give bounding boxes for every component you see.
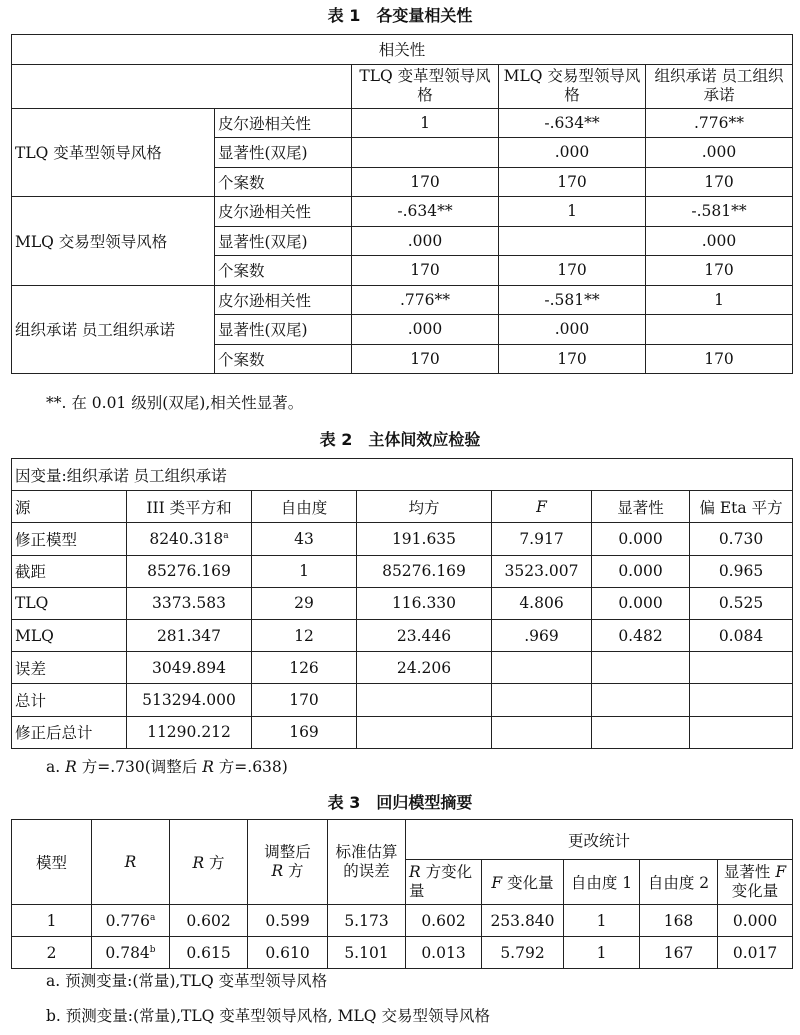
- table2-caption: [0, 430, 800, 450]
- table1-cell: 170: [499, 256, 646, 286]
- table2-source: 修正后总计: [12, 716, 127, 748]
- table3-header-f-change: [482, 860, 564, 905]
- table1-caption-number: 表 1: [327, 6, 361, 25]
- table1-col-header: MLQ 交易型领导风格: [499, 64, 646, 108]
- table1-cell: 1: [646, 285, 793, 315]
- table3-se: 5.173: [328, 905, 406, 937]
- table2-sig: [592, 684, 690, 716]
- table-row: [12, 197, 793, 227]
- table3-r: [92, 905, 170, 937]
- footnote-marker: b: [149, 944, 156, 955]
- table3-header-sig-end: 变化量: [731, 882, 779, 900]
- table1-row-variable: TLQ 变革型领导风格: [12, 108, 215, 197]
- table1-stat-label: 个案数: [215, 344, 352, 374]
- table3-header-r2-change: [406, 860, 482, 905]
- table2-caption-number: 表 2: [319, 430, 353, 449]
- table3-header-adjusted-r2: [248, 820, 328, 905]
- r-symbol: R: [65, 758, 77, 776]
- table3-se: 5.101: [328, 937, 406, 969]
- table3-f-change: 253.840: [482, 905, 564, 937]
- table2-ms: 116.330: [357, 587, 492, 619]
- table2-footnote-end: 方=.638): [213, 758, 288, 776]
- table-row: [12, 937, 793, 969]
- table2-caption-text: 主体间效应检验: [368, 430, 481, 449]
- table3-r2-change: 0.602: [406, 905, 482, 937]
- table2-f: [492, 652, 592, 684]
- table2-df: 29: [252, 587, 357, 619]
- table2-footnote-prefix: a.: [46, 758, 61, 776]
- table-row: [12, 652, 793, 684]
- table-row: [12, 905, 793, 937]
- table-row: [12, 555, 793, 587]
- table3-r: [92, 937, 170, 969]
- table2-source: 截距: [12, 555, 127, 587]
- table1-cell: 1: [352, 108, 499, 138]
- table2-f: [492, 716, 592, 748]
- table1-cell: [352, 138, 499, 168]
- table2-sig: [592, 716, 690, 748]
- table1-cell: 170: [499, 167, 646, 197]
- r-symbol: R: [124, 853, 137, 871]
- table2-eta: 0.965: [690, 555, 793, 587]
- table2-eta: [690, 716, 793, 748]
- table3-adj-r2: 0.599: [248, 905, 328, 937]
- correlation-table: [11, 34, 793, 374]
- table1-cell: 170: [646, 167, 793, 197]
- table2-ss: 3049.894: [127, 652, 252, 684]
- table2-ss: 513294.000: [127, 684, 252, 716]
- table3-sig-f-change: 0.017: [718, 937, 793, 969]
- table3-header-r2-change-text: 方变化量: [409, 863, 473, 900]
- table2-df: 169: [252, 716, 357, 748]
- table1-cell: .000: [352, 226, 499, 256]
- table2-source: MLQ: [12, 619, 127, 651]
- table2-eta: [690, 684, 793, 716]
- table1-cell: .000: [499, 138, 646, 168]
- table2-sig: 0.000: [592, 587, 690, 619]
- table1-cell: -.634**: [352, 197, 499, 227]
- table-row: [12, 716, 793, 748]
- footnote-marker: a: [150, 912, 156, 923]
- table1-col-header: 组织承诺 员工组织承诺: [646, 64, 793, 108]
- table2-ms: [357, 684, 492, 716]
- table2-ss-value: 8240.318: [149, 529, 224, 548]
- table3-header-r2-text: 方: [204, 854, 225, 872]
- dependent-variable-label: 因变量:组织承诺 员工组织承诺: [12, 459, 793, 491]
- table3-df2: 168: [640, 905, 718, 937]
- table-row: [12, 285, 793, 315]
- table2-ms: 191.635: [357, 523, 492, 555]
- regression-summary-table: [11, 819, 793, 969]
- table2-col-header: III 类平方和: [127, 491, 252, 523]
- table2-source: TLQ: [12, 587, 127, 619]
- table1-cell: 170: [352, 167, 499, 197]
- table2-source: 误差: [12, 652, 127, 684]
- table1-cell: 170: [499, 344, 646, 374]
- table1-header-blank: [12, 64, 352, 108]
- table2-df: 126: [252, 652, 357, 684]
- table1-stat-label: 个案数: [215, 256, 352, 286]
- table2-sig: 0.000: [592, 523, 690, 555]
- table1-stat-label: 皮尔逊相关性: [215, 197, 352, 227]
- table1-cell: 170: [352, 256, 499, 286]
- table2-ss: 85276.169: [127, 555, 252, 587]
- table3-sig-f-change: 0.000: [718, 905, 793, 937]
- table2-col-header: 偏 Eta 平方: [690, 491, 793, 523]
- table2-sig: [592, 652, 690, 684]
- table1-cell: .776**: [646, 108, 793, 138]
- table1-cell: -.581**: [646, 197, 793, 227]
- table3-caption: [0, 793, 800, 813]
- table3-f-change: 5.792: [482, 937, 564, 969]
- table-row: [12, 619, 793, 651]
- table3-header-adj-top: 调整后: [264, 843, 311, 861]
- table3-df1: 1: [564, 937, 640, 969]
- table2-eta: 0.084: [690, 619, 793, 651]
- table1-row-variable: 组织承诺 员工组织承诺: [12, 285, 215, 374]
- r-symbol: R: [409, 863, 421, 881]
- table3-df1: 1: [564, 905, 640, 937]
- table3-caption-text: 回归模型摘要: [376, 793, 473, 812]
- table2-f: 7.917: [492, 523, 592, 555]
- table2-col-header: 自由度: [252, 491, 357, 523]
- table1-stat-label: 个案数: [215, 167, 352, 197]
- r-symbol: R: [271, 862, 284, 880]
- table2-ss: 281.347: [127, 619, 252, 651]
- table3-header-change-stats: 更改统计: [406, 820, 793, 860]
- table2-col-header: 均方: [357, 491, 492, 523]
- table2-source: 修正模型: [12, 523, 127, 555]
- table2-ss: [127, 523, 252, 555]
- table2-df: 170: [252, 684, 357, 716]
- table1-cell: 170: [352, 344, 499, 374]
- table3-r2: 0.615: [170, 937, 248, 969]
- table1-stat-label: 显著性(双尾): [215, 226, 352, 256]
- table2-ms: [357, 716, 492, 748]
- table1-row-variable: MLQ 交易型领导风格: [12, 197, 215, 286]
- table1-cell: .776**: [352, 285, 499, 315]
- table-row: [12, 684, 793, 716]
- table2-sig: 0.000: [592, 555, 690, 587]
- f-symbol: F: [536, 497, 547, 516]
- f-symbol: F: [491, 874, 503, 892]
- table1-cell: .000: [499, 315, 646, 345]
- table2-ms: 23.446: [357, 619, 492, 651]
- table1-stat-label: 显著性(双尾): [215, 315, 352, 345]
- r-symbol: R: [202, 758, 214, 776]
- table3-r-value: 0.784: [105, 943, 150, 962]
- table3-header-se: 标准估算的误差: [328, 820, 406, 905]
- table3-header-f-change-text: 变化量: [502, 874, 554, 892]
- table3-r2: 0.602: [170, 905, 248, 937]
- table1-caption: [0, 6, 800, 26]
- table1-cell: .000: [646, 138, 793, 168]
- r-symbol: R: [192, 854, 205, 872]
- table1-cell: [646, 315, 793, 345]
- table2-col-header: [492, 491, 592, 523]
- table2-ms: 24.206: [357, 652, 492, 684]
- table1-group-header: 相关性: [12, 35, 793, 65]
- table2-footnote: [46, 757, 288, 777]
- table3-model: 1: [12, 905, 92, 937]
- table1-cell: -.634**: [499, 108, 646, 138]
- table2-ss: 3373.583: [127, 587, 252, 619]
- between-subjects-effects-table: [11, 458, 793, 749]
- table2-ms: 85276.169: [357, 555, 492, 587]
- table2-f: .969: [492, 619, 592, 651]
- table2-df: 43: [252, 523, 357, 555]
- table2-f: 4.806: [492, 587, 592, 619]
- table1-cell: 170: [646, 344, 793, 374]
- table2-eta: [690, 652, 793, 684]
- table-row: [12, 523, 793, 555]
- table3-r-value: 0.776: [105, 911, 150, 930]
- table3-header-sig-f-change: [718, 860, 793, 905]
- table1-stat-label: 皮尔逊相关性: [215, 108, 352, 138]
- table1-col-header: TLQ 变革型领导风格: [352, 64, 499, 108]
- table3-header-r2: [170, 820, 248, 905]
- footnote-marker: a: [223, 530, 229, 541]
- table3-r2-change: 0.013: [406, 937, 482, 969]
- table2-df: 1: [252, 555, 357, 587]
- table2-eta: 0.730: [690, 523, 793, 555]
- table3-df2: 167: [640, 937, 718, 969]
- table3-footnote-b: b. 预测变量:(常量),TLQ 变革型领导风格, MLQ 交易型领导风格: [46, 1007, 490, 1025]
- table2-sig: 0.482: [592, 619, 690, 651]
- table1-stat-label: 皮尔逊相关性: [215, 285, 352, 315]
- table2-source: 总计: [12, 684, 127, 716]
- table2-footnote-mid: 方=.730(调整后: [76, 758, 203, 776]
- table3-footnote-a: a. 预测变量:(常量),TLQ 变革型领导风格: [46, 972, 328, 990]
- table1-caption-text: 各变量相关性: [376, 6, 473, 25]
- table1-cell: 1: [499, 197, 646, 227]
- table3-header-model: 模型: [12, 820, 92, 905]
- table2-eta: 0.525: [690, 587, 793, 619]
- table1-cell: 170: [646, 256, 793, 286]
- f-symbol: F: [775, 863, 787, 881]
- table1-cell: .000: [352, 315, 499, 345]
- table3-caption-number: 表 3: [327, 793, 361, 812]
- table3-header-df2: 自由度 2: [640, 860, 718, 905]
- table2-ss: 11290.212: [127, 716, 252, 748]
- table-row: [12, 108, 793, 138]
- table2-df: 12: [252, 619, 357, 651]
- table1-cell: .000: [646, 226, 793, 256]
- table3-model: 2: [12, 937, 92, 969]
- table2-f: [492, 684, 592, 716]
- table-row: [12, 587, 793, 619]
- table2-col-header: 显著性: [592, 491, 690, 523]
- table3-header-adj-text: 方: [283, 862, 304, 880]
- table1-footnote: **. 在 0.01 级别(双尾),相关性显著。: [46, 394, 304, 412]
- table2-f: 3523.007: [492, 555, 592, 587]
- table3-header-r: [92, 820, 170, 905]
- table1-cell: -.581**: [499, 285, 646, 315]
- table3-adj-r2: 0.610: [248, 937, 328, 969]
- table3-header-sig-text: 显著性: [723, 863, 776, 881]
- table1-cell: [499, 226, 646, 256]
- table2-col-header: 源: [12, 491, 127, 523]
- table1-stat-label: 显著性(双尾): [215, 138, 352, 168]
- table3-header-df1: 自由度 1: [564, 860, 640, 905]
